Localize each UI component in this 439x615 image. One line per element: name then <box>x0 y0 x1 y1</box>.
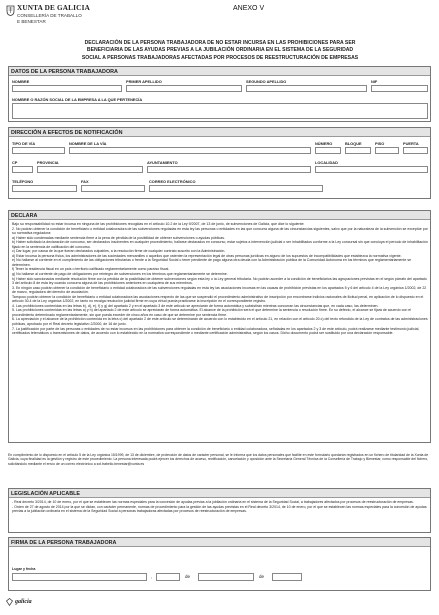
surname1-label: PRIMER APELLIDO <box>126 79 162 84</box>
xunta-emblem-icon <box>6 5 15 16</box>
door-label: PUERTA <box>403 141 419 146</box>
footer-logo <box>6 598 32 606</box>
dept-line-2: E BENESTAR <box>17 19 46 24</box>
legislation-section <box>8 488 431 533</box>
declaration-paragraph: 5. Las prohibiciones contenidas en las letras a) y h) del apartado 2 de este artículo se apreciarán de forma automática. El alcance de la prohibición será el que determine la sentencia o resolución firme. En su defecto, el alcance se fijará de acuerdo con el procedimiento determinado reglamentariamente, sin que pueda exceder de cinco años en caso de que se determine por sentencia firme. <box>12 308 412 317</box>
road-name-field[interactable] <box>69 147 311 154</box>
phone-field[interactable] <box>12 185 77 192</box>
title-line-2: BENEFICIARIA DE LAS AYUDAS PREVIAS A LA JUBILACIÓN ORDINARIA EN EL SISTEMA DE LA SEGURIDAD <box>86 47 354 54</box>
declaration-paragraph: c) Dar lugar, por causa de la que fueran declarados culpables, a la resolución firme de cualquier contrato suscrito con la Administración. <box>12 249 226 254</box>
email-field[interactable] <box>149 185 323 192</box>
privacy-notice: En cumplimiento de lo dispuesto en el artículo 5 de la Ley orgánica 15/1999, de 13 de diciembre, de protección de datos de carácter personal, se le informa que los datos personales que facilite en este formulario quedarán registrados en un fichero de titularidad de la Xunta de Galicia, cuya finalidad es la gestión y registro de este procedimiento. La persona interesada podrá ejercer los derechos de acceso, rectificación, cancelación y oposición ante la Secretaría General Técnica de la Consellería de Trabajo y Bienestar, como responsable del fichero, solicitándolo mediante el envío de un correo electrónico a sxt.trabello.benestar@xunta.es <box>8 453 429 466</box>
page-header <box>6 4 434 30</box>
postcode-label: CP <box>12 160 18 165</box>
declaration-text <box>12 222 429 336</box>
comma-separator: , <box>151 574 153 579</box>
province-label: PROVINCIA <box>37 160 59 165</box>
block-field[interactable] <box>345 147 371 154</box>
org-name: XUNTA DE GALICIA <box>17 4 90 12</box>
place-date-label: Lugar y fecha <box>12 567 36 571</box>
company-field[interactable] <box>12 103 428 119</box>
road-type-label: TIPO DE VÍA <box>12 141 36 146</box>
de-separator-2: de <box>259 574 265 579</box>
floor-field[interactable] <box>375 147 399 154</box>
address-section <box>8 127 431 199</box>
door-field[interactable] <box>403 147 428 154</box>
postcode-field[interactable] <box>12 166 33 173</box>
name-label: NOMBRE <box>12 79 30 84</box>
floor-label: PISO <box>375 141 385 146</box>
declaration-paragraph: 7. La justificación por parte de las personas o entidades de no estar incursos en las prohibiciones para obtener la condición de beneficiario o entidad colaboradora, señaladas en los apartados 2 y 3 de este artículo, podrá realizarse mediante testimonio judicial, certificados telemáticos o transmisiones de datos, de acuerdo con lo establecido en la normativa correspondiente o mediante certificación administrativa, según los casos. Dicho documento podrá ser sustituido por una declaración responsable. <box>12 326 420 336</box>
declaration-paragraph: d) Estar incursa la persona física, los administradores de las sociedades mercantiles o aquellos que ostenten la representación legal de otras personas jurídicas en alguno de los supuestos de incompatibilidades que establezca la normativa vigente. <box>12 253 402 258</box>
road-name-label: NOMBRE DE LA VÍA <box>69 141 107 146</box>
declaration-paragraph: g) No hallarse al corriente de pago de obligaciones por reintegro de subvenciones en los términos que reglamentariamente se determine. <box>12 272 228 277</box>
month-field[interactable] <box>198 573 254 581</box>
worker-data-section <box>8 66 431 122</box>
declaration-paragraph: a) Haber sido condenadas mediante sentencia firme a la pena de pérdida de la posibilidad de obtener subvenciones o ayudas públicas. <box>12 235 225 240</box>
de-separator-1: de <box>185 574 191 579</box>
declaration-paragraph: 3. En ningún caso podrán obtener la condición de beneficiario o entidad colaboradora de las subvenciones reguladas en esta ley las asociaciones incursas en las causas de prohibición previstas en los apartados 5 y 6 del artículo 4 de la Ley orgánica 1/2002, de 22 de marzo, reguladora del derecho de asociación. <box>12 285 427 295</box>
signature-heading: FIRMA DE LA PERSONA TRABAJADORA <box>9 538 430 547</box>
name-field[interactable] <box>12 85 122 92</box>
phone-label: TELÉFONO <box>12 179 34 184</box>
legislation-heading: LEGISLACIÓN APLICABLE <box>9 489 430 498</box>
address-heading: DIRECCIÓN A EFECTOS DE NOTIFICACIÓN <box>9 128 430 137</box>
worker-data-heading: DATOS DE LA PERSONA TRABAJADORA <box>9 67 430 76</box>
company-label: NOMBRE O RAZÓN SOCIAL DE LA EMPRESA A LA QUE PERTENECÍA <box>12 97 143 102</box>
declaration-paragraph: 6. La apreciación y el alcance de la prohibición contenida en la letra c) del apartado 2 de este artículo se determinarán de acuerdo con lo establecido en el artículo 21, en relación con el artículo 20.c) del texto refundido de la Ley de contratos de las administraciones públicas, aprobado por el Real decreto legislativo 2/2000, de 16 de junio. <box>12 317 428 327</box>
legislation-text <box>12 500 429 514</box>
surname1-field[interactable] <box>126 85 242 92</box>
nif-field[interactable] <box>371 85 428 92</box>
galicia-brand-icon <box>6 598 13 606</box>
province-field[interactable] <box>37 166 143 173</box>
day-field[interactable] <box>156 573 180 581</box>
legislation-item: - Orden de 27 de agosto de 2014 por la que se dictan, con carácter permanente, normas de procedimiento para la gestión de las ayudas previstas en el Real decreto 3/2014, de 10 de enero, por el que se establecen las normas especiales para la concesión de ayudas previas a la jubilación ordinaria en el sistema de la Seguridad Social a personas trabajadoras afectadas por procesos de reestructuración de empresas. <box>12 504 427 513</box>
declaration-heading: DECLARA <box>9 211 430 220</box>
legislation-item: - Real decreto 3/2014, de 10 de enero, por el que se establecen las normas especiales para la concesión de ayudas previas a la jubilación ordinaria en el sistema de la Seguridad Social, a trabajadores afectados por procesos de reestructuración de empresas. <box>12 500 414 504</box>
declaration-paragraph: b) Haber solicitado la declaración de concurso, ser declarados insolventes en cualquier procedimiento, hallarse declarados en concurso, estar sujetos a intervención judicial o ser inhabilitados conforme a la Ley concursal sin que concluya el período de inhabilitación fijado en la sentencia de calificación del concurso. <box>12 240 428 249</box>
declaration-paragraph: f) Tener la residencia fiscal en un país o territorio calificado reglamentariamente como paraíso fiscal. <box>12 267 170 272</box>
title-line-1: DECLARACIÓN DE LA PERSONA TRABAJADORA DE NO ESTAR INCURSA EN LAS PROHIBICIONES PARA SER <box>84 40 356 46</box>
declaration-section <box>8 210 431 443</box>
title-line-3: SOCIAL A PERSONAS TRABAJADORAS AFECTADAS POR PROCESOS DE REESTRUCTURACIÓN DE EMPRESAS <box>81 54 359 61</box>
number-label: NÚMERO <box>315 141 333 146</box>
annex-label: ANEXO V <box>233 5 265 12</box>
road-type-field[interactable] <box>12 147 65 154</box>
number-field[interactable] <box>315 147 341 154</box>
year-field[interactable] <box>272 573 302 581</box>
declaration-paragraph: e) No hallarse al corriente en el cumplimiento de las obligaciones tributarias o frente a la Seguridad Social o tener pendiente de pago alguna otra deuda con la Administración pública de la Comunidad Autónoma en los términos que reglamentariamente se determinen. <box>12 258 412 267</box>
dept-line-1: CONSELLERÍA DE TRABALLO <box>17 13 82 18</box>
council-field[interactable] <box>147 166 311 173</box>
council-label: AYUNTAMIENTO <box>147 160 178 165</box>
fax-label: FAX <box>81 179 89 184</box>
declaration-paragraph: Tampoco podrán obtener la condición de beneficiario o entidad colaboradora las asociaciones respecto de las que se suspendió el procedimiento administrativo de inscripción por encontrarse indicios racionales de ilicitud penal, en aplicación de lo dispuesto en el artículo 30.4 de la Ley orgánica 1/2002, en tanto no recaiga resolución judicial firme en cuya virtud pueda practicarse la inscripción en el correspondiente registro. <box>12 294 424 304</box>
declaration-paragraph: Bajo su responsabilidad no estar incursa en ninguna de las prohibiciones recogidas en el artículo 10.2 de la Ley 9/2007, de 13 de junio, de subvenciones de Galicia, que dice lo siguiente: <box>12 222 305 226</box>
locality-label: LOCALIDAD <box>315 160 338 165</box>
document-title <box>10 40 430 62</box>
footer-brand: galicia <box>15 599 32 605</box>
locality-field[interactable] <box>315 166 428 173</box>
place-field[interactable] <box>12 573 147 581</box>
nif-label: NIF <box>371 79 378 84</box>
fax-field[interactable] <box>81 185 145 192</box>
surname2-label: SEGUNDO APELLIDO <box>246 79 287 84</box>
declaration-paragraph: 4. Las prohibiciones contenidas en las letras b), d), e), f) y g) del apartado 2 y en el apartado 3 de este artículo se apreciarán de forma automática y subsistirán mientras concurran las circunstancias que, en cada caso, las determinen. <box>12 303 379 308</box>
block-label: BLOQUE <box>345 141 362 146</box>
signature-section <box>8 537 431 591</box>
xunta-logo <box>6 4 90 24</box>
declaration-paragraph: 2. No podrán obtener la condición de beneficiario o entidad colaboradora de las subvenciones reguladas en esta ley las personas o entidades en las que concurra alguna de las circunstancias siguientes, salvo que por la naturaleza de la subvención se exceptúe por su normativa reguladora: <box>12 226 428 236</box>
email-label: CORREO ELECTRÓNICO <box>149 179 196 184</box>
declaration-paragraph: h) Haber sido sancionados mediante resolución firme con la pérdida de la posibilidad de obtener subvenciones según esta ley o la Ley general tributaria. No podrán acceder a la condición de beneficiarios las agrupaciones previstas en el según párrafo del apartado 3 del artículo 8 de esta ley cuando concurra alguna de las prohibiciones anteriores en cualquiera de sus miembros. <box>12 276 427 286</box>
surname2-field[interactable] <box>246 85 367 92</box>
